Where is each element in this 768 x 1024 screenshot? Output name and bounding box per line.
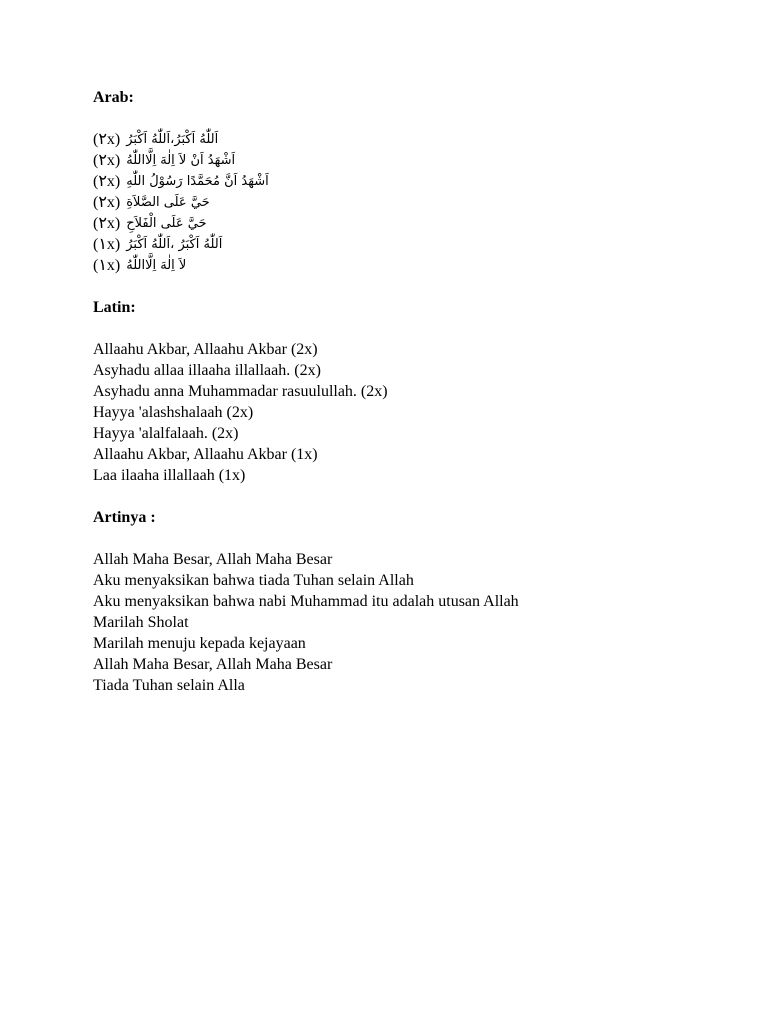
spacer xyxy=(93,276,733,297)
latin-line: Asyhadu anna Muhammadar rasuulullah. (2x) xyxy=(93,383,388,400)
arabic-text: اَللّٰهُ اَكْبَرُ ،اَللّٰهُ اَكْبَرُ xyxy=(126,237,223,252)
arab-line xyxy=(93,234,733,255)
translation-line: Allah Maha Besar, Allah Maha Besar xyxy=(93,551,333,568)
arabic-text: اَشْهَدُ اَنْ لاَ اِلٰهَ اِلَّااللّٰهُ xyxy=(126,153,236,168)
repeat-count: (٢x) xyxy=(93,152,121,169)
spacer xyxy=(93,318,733,339)
arab-line xyxy=(93,129,733,150)
translation-line: Tiada Tuhan selain Alla xyxy=(93,677,245,694)
latin-line: Laa ilaaha illallaah (1x) xyxy=(93,467,246,484)
artinya-section xyxy=(93,549,733,696)
artinya-heading: Artinya : xyxy=(93,509,156,526)
repeat-count: (٢x) xyxy=(93,131,121,148)
latin-line: Allaahu Akbar, Allaahu Akbar (2x) xyxy=(93,341,318,358)
arab-heading: Arab: xyxy=(93,89,134,106)
spacer xyxy=(93,486,733,507)
arab-line xyxy=(93,213,733,234)
arabic-text: حَيَّ عَلَى الْفَلاَحِ xyxy=(126,216,207,231)
latin-line: Hayya 'alashshalaah (2x) xyxy=(93,404,254,421)
repeat-count: (١x) xyxy=(93,236,121,253)
arabic-text: لاَ اِلٰهَ اِلَّااللّٰهُ xyxy=(126,258,187,273)
repeat-count: (٢x) xyxy=(93,173,121,190)
arab-line xyxy=(93,255,733,276)
repeat-count: (٢x) xyxy=(93,194,121,211)
arab-line xyxy=(93,171,733,192)
latin-line: Asyhadu allaa illaaha illallaah. (2x) xyxy=(93,362,321,379)
latin-heading: Latin: xyxy=(93,299,136,316)
arabic-text: اَللّٰهُ اَكْبَرُ،اَللّٰهُ اَكْبَرُ xyxy=(126,132,219,147)
translation-line: Allah Maha Besar, Allah Maha Besar xyxy=(93,656,333,673)
arabic-text: حَيَّ عَلَى الصَّلاَةِ xyxy=(126,195,210,210)
latin-line: Hayya 'alalfalaah. (2x) xyxy=(93,425,239,442)
latin-line: Allaahu Akbar, Allaahu Akbar (1x) xyxy=(93,446,318,463)
repeat-count: (١x) xyxy=(93,257,121,274)
translation-line: Marilah Sholat xyxy=(93,614,189,631)
translation-line: Marilah menuju kepada kejayaan xyxy=(93,635,306,652)
document-page xyxy=(93,87,733,696)
arab-line xyxy=(93,150,733,171)
spacer xyxy=(93,108,733,129)
translation-line: Aku menyaksikan bahwa tiada Tuhan selain Allah xyxy=(93,572,414,589)
spacer xyxy=(93,528,733,549)
arab-section xyxy=(93,129,733,276)
latin-section xyxy=(93,339,733,486)
arab-line xyxy=(93,192,733,213)
repeat-count: (٢x) xyxy=(93,215,121,232)
translation-line: Aku menyaksikan bahwa nabi Muhammad itu adalah utusan Allah xyxy=(93,593,519,610)
arabic-text: اَشْهَدُ اَنَّ مُحَمَّدًا رَسُوْلُ اللّٰهِ xyxy=(126,174,269,189)
